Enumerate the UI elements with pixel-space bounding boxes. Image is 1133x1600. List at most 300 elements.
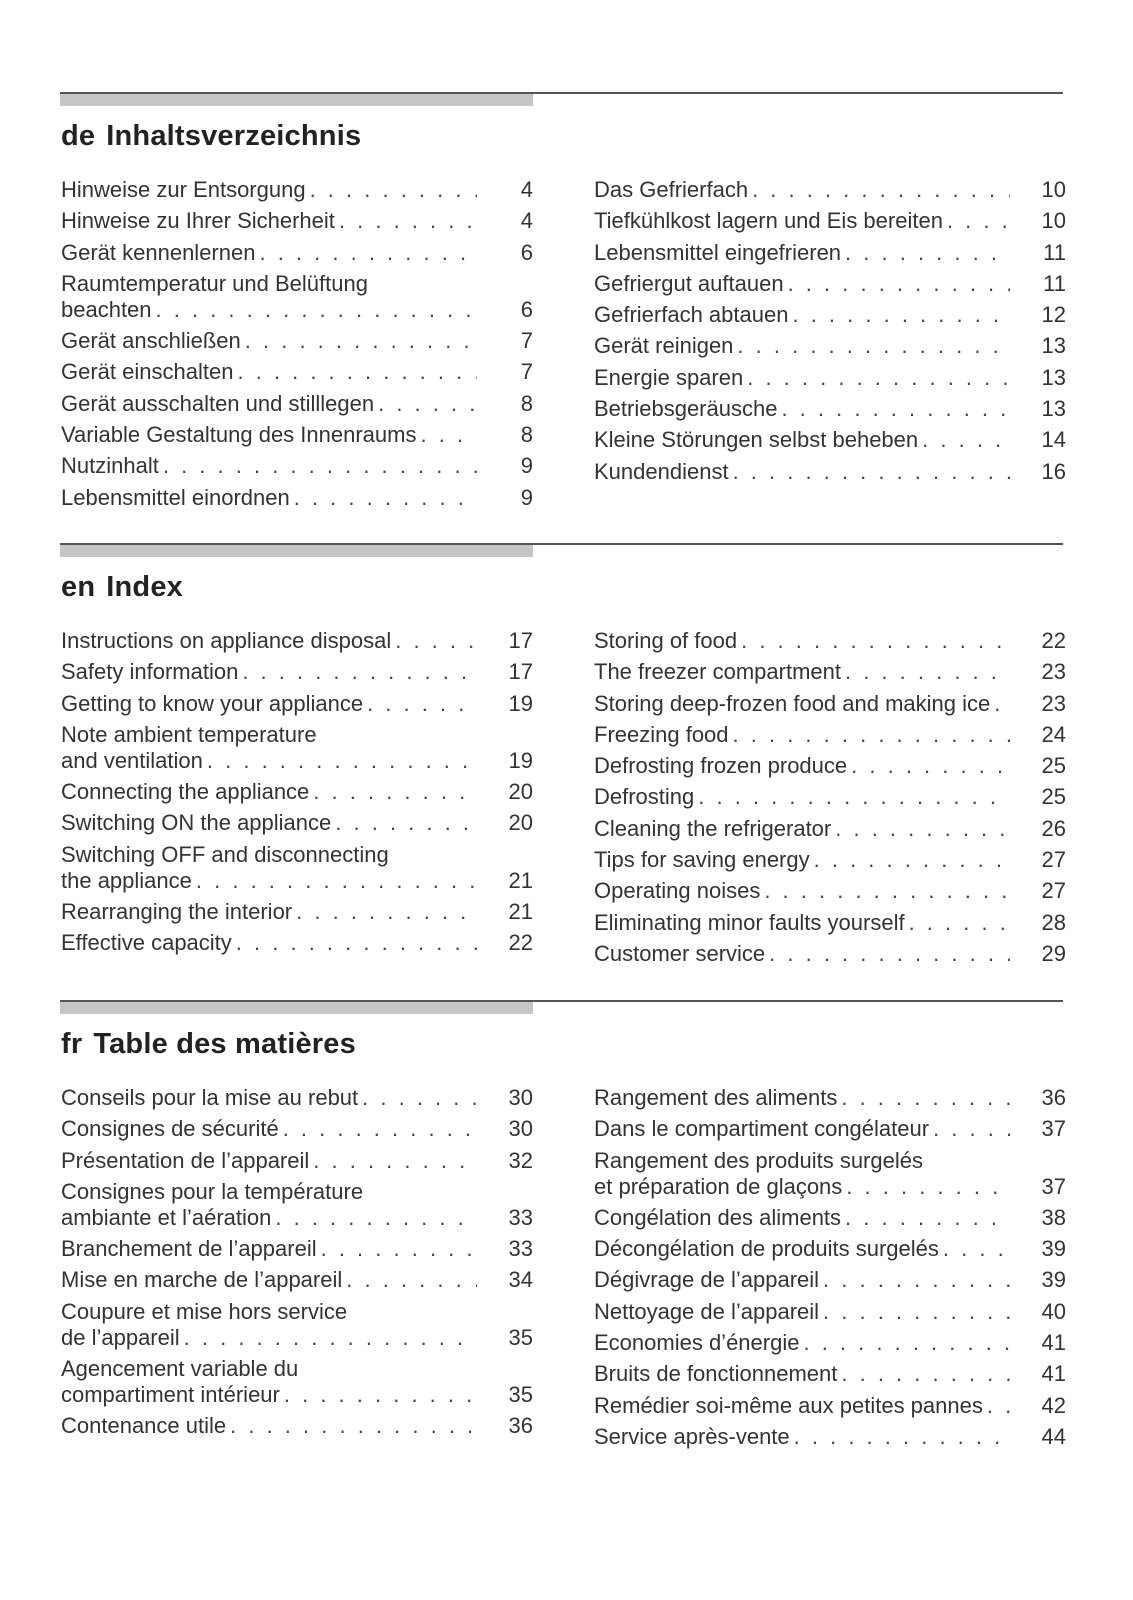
toc-entry[interactable] [61,841,533,894]
toc-entry-row [61,358,533,385]
toc-column-left [61,176,533,515]
toc-entry-title: Consignes de sécurité [61,1116,279,1142]
toc-column-right [594,176,1066,489]
toc-page-number: 6 [520,239,533,265]
dot-leader [803,1329,1010,1356]
toc-entry[interactable] [594,1392,1066,1419]
dot-leader [943,1235,1010,1262]
dot-leader [196,867,477,894]
toc-entry-row [594,1329,1066,1356]
toc-entry-title: Switching ON the appliance [61,810,332,836]
toc-entry[interactable] [61,1084,533,1111]
toc-entry[interactable] [594,301,1066,328]
section-title: Index [106,571,183,603]
toc-page-number: 24 [1041,721,1066,747]
toc-entry-title: Gerät einschalten [61,359,234,385]
toc-entry-title: Gefriergut auftauen [594,270,784,296]
toc-page-number: 10 [1041,208,1066,234]
toc-entry-row [594,1392,1066,1419]
toc-entry-title-line1: Raumtemperatur und Belüftung [61,270,368,296]
toc-entry-row [61,690,533,717]
toc-column-right [594,1084,1066,1454]
toc-page-number: 13 [1041,396,1066,422]
toc-entry[interactable] [61,1298,533,1351]
toc-page-number: 17 [508,628,533,653]
section-rule-thick [60,543,533,557]
toc-entry-title: Operating noises [594,878,761,904]
toc-entry-row [61,452,533,479]
section-rule-thick [60,92,533,106]
toc-entry-title: Connecting the appliance [61,779,310,805]
dot-leader [814,846,1010,873]
toc-entry-title: Conseils pour la mise au rebut [61,1085,359,1110]
toc-page-number: 16 [1041,458,1066,484]
toc-entry[interactable] [61,658,533,685]
section-rule-thick [60,1000,533,1014]
toc-entry-row [61,484,533,511]
dot-leader [747,364,1010,391]
toc-entry-title: Instructions on appliance disposal [61,628,392,653]
toc-entry[interactable] [594,207,1066,234]
toc-page-number: 44 [1041,1423,1066,1449]
dot-leader [156,296,477,323]
dot-leader [788,270,1010,297]
toc-entry[interactable] [61,1412,533,1439]
toc-entry-title-line1: Consignes pour la température [61,1178,364,1204]
toc-entry-row [594,1266,1066,1293]
toc-entry-row [594,332,1066,359]
dot-leader [851,752,1010,779]
toc-entry-row [61,929,533,956]
toc-entry-title: Bruits de fonctionnement [594,1361,838,1387]
toc-page-number: 40 [1041,1298,1066,1324]
dot-leader [237,358,477,385]
toc-entry-title: Lebensmittel eingefrieren [594,239,842,265]
dot-leader [245,327,477,354]
toc-entry[interactable] [594,877,1066,904]
toc-entry-title: Getting to know your appliance [61,690,364,716]
toc-entry-row [61,239,533,266]
toc-entry-row [61,867,533,894]
toc-entry[interactable] [61,627,533,654]
toc-page-number: 11 [1043,270,1066,296]
toc-entry-title: The freezer compartment [594,659,841,685]
toc-entry-title: Defrosting frozen produce [594,753,848,779]
toc-entry-title-line1: Coupure et mise hors service [61,1298,348,1324]
dot-leader [313,1147,477,1174]
toc-page-number: 39 [1041,1236,1066,1262]
toc-entry-title: Tiefkühlkost lagern und Eis bereiten [594,208,943,234]
toc-entry[interactable] [594,658,1066,685]
toc-entry[interactable] [61,1115,533,1142]
toc-entry-title: compartiment intérieur [61,1382,280,1408]
toc-entry[interactable] [61,207,533,234]
toc-page-number: 14 [1041,427,1066,453]
toc-page-number: 39 [1041,1267,1066,1293]
toc-entry-title: Mise en marche de l’appareil [61,1267,343,1293]
toc-entry[interactable] [594,1115,1066,1142]
toc-entry-row [61,390,533,417]
toc-page-number: 37 [1041,1116,1066,1142]
toc-entry-row [594,270,1066,297]
toc-page-number: 10 [1041,177,1066,202]
toc-entry-title: Tips for saving energy [594,847,810,873]
dot-leader [823,1298,1010,1325]
toc-entry-row [61,1412,533,1439]
toc-entry-title: Gerät anschließen [61,328,241,354]
dot-leader [284,1381,477,1408]
toc-entry-title: Energie sparen [594,364,744,390]
dot-leader [845,658,1010,685]
toc-page-number: 32 [508,1147,533,1173]
toc-entry[interactable] [61,270,533,323]
dot-leader [741,627,1010,654]
toc-entry-row [594,721,1066,748]
toc-entry-title: Economies d’énergie [594,1330,800,1356]
toc-entry-title: Hinweise zu Ihrer Sicherheit [61,208,335,234]
dot-leader [823,1266,1010,1293]
toc-entry-row [594,1084,1066,1111]
section-title: Table des matières [93,1028,356,1060]
toc-entry-title: Rearranging the interior [61,899,293,925]
toc-entry-title: de l’appareil [61,1324,180,1350]
toc-page-number: 33 [508,1204,533,1230]
toc-entry[interactable] [594,752,1066,779]
toc-entry[interactable] [61,358,533,385]
toc-page-number: 30 [508,1085,533,1110]
dot-leader [987,1392,1010,1419]
section-rule-thin [533,92,1063,94]
dot-leader [296,898,477,925]
dot-leader [769,940,1010,967]
toc-column-left [61,627,533,961]
toc-entry-title: Hinweise zur Entsorgung [61,177,306,202]
section-heading [61,571,183,604]
toc-entry[interactable] [61,239,533,266]
section-heading [61,120,361,153]
toc-entry-row [594,1235,1066,1262]
toc-entry-title: Gerät ausschalten und stilllegen [61,390,375,416]
toc-page-number: 27 [1041,847,1066,873]
toc-page-number: 9 [520,484,533,510]
toc-entry-title: Kundendienst [594,458,729,484]
dot-leader [163,452,477,479]
dot-leader [733,721,1010,748]
toc-entry-row [594,752,1066,779]
dot-leader [275,1204,477,1231]
toc-entry[interactable] [61,690,533,717]
dot-leader [378,390,477,417]
dot-leader [207,747,477,774]
toc-entry-title: Congélation des aliments [594,1204,842,1230]
toc-entry-row [594,458,1066,485]
toc-page-number: 19 [508,690,533,716]
toc-entry[interactable] [61,778,533,805]
toc-entry[interactable] [594,395,1066,422]
toc-entry-row [61,327,533,354]
toc-entry[interactable] [594,458,1066,485]
dot-leader [909,909,1010,936]
toc-entry-row [594,426,1066,453]
toc-page-number: 28 [1041,909,1066,935]
toc-entry[interactable] [594,270,1066,297]
toc-entry-title: Gerät kennenlernen [61,239,256,265]
dot-leader [698,783,1010,810]
dot-leader [335,809,477,836]
toc-entry-row [61,421,533,448]
toc-entry[interactable] [61,390,533,417]
toc-entry-row [61,809,533,836]
toc-entry-row [61,296,533,323]
dot-leader [310,176,477,203]
toc-entry-title: beachten [61,296,152,322]
toc-entry-row [594,395,1066,422]
toc-entry[interactable] [61,1355,533,1408]
toc-entry[interactable] [594,940,1066,967]
toc-page-number: 26 [1041,815,1066,841]
toc-page-number: 36 [508,1413,533,1439]
toc-entry[interactable] [61,1266,533,1293]
toc-entry-row [594,1173,1066,1200]
dot-leader [994,690,1010,717]
dot-leader [835,815,1010,842]
toc-entry-title: Présentation de l’appareil [61,1147,310,1173]
toc-entry[interactable] [594,846,1066,873]
toc-entry[interactable] [594,1360,1066,1387]
toc-page-number: 34 [508,1267,533,1293]
toc-entry-row [61,658,533,685]
toc-entry-row [594,909,1066,936]
toc-entry-title: Freezing food [594,721,729,747]
toc-page-number: 21 [508,867,533,893]
toc-entry[interactable] [594,1298,1066,1325]
toc-entry-title: Nutzinhalt [61,453,159,479]
toc-page-number: 22 [1041,628,1066,653]
toc-page-number: 12 [1041,302,1066,328]
dot-leader [841,1084,1010,1111]
toc-entry-row [61,747,533,774]
section-title: Inhaltsverzeichnis [106,120,362,152]
toc-entry-row [594,1298,1066,1325]
toc-entry-row [61,1147,533,1174]
toc-entry-title: Rangement des aliments [594,1085,838,1110]
toc-entry-title: Lebensmittel einordnen [61,484,290,510]
toc-entry-row [61,1115,533,1142]
toc-entry-row [61,1266,533,1293]
toc-entry-title: Customer service [594,940,766,966]
dot-leader [230,1412,477,1439]
dot-leader [236,929,477,956]
dot-leader [242,658,477,685]
toc-entry[interactable] [594,721,1066,748]
toc-page-number: 7 [520,359,533,385]
toc-page-number: 23 [1041,659,1066,685]
toc-page-number: 33 [508,1236,533,1262]
toc-entry[interactable] [61,176,533,203]
toc-page-number: 29 [1041,940,1066,966]
toc-entry[interactable] [594,426,1066,453]
toc-entry-row [61,1084,533,1111]
toc-entry[interactable] [594,1084,1066,1111]
toc-page-number: 22 [508,930,533,956]
toc-entry-title: Storing deep-frozen food and making ice [594,690,991,716]
language-code: en [61,571,96,603]
toc-entry-row [594,783,1066,810]
toc-entry-row [594,1115,1066,1142]
toc-entry-title: Décongélation de produits surgelés [594,1236,939,1262]
toc-entry-row [594,940,1066,967]
toc-entry[interactable] [61,484,533,511]
toc-entry-row [594,815,1066,842]
dot-leader [321,1235,477,1262]
dot-leader [933,1115,1010,1142]
toc-entry-title: Eliminating minor faults yourself [594,909,905,935]
section-rule-thin [533,543,1063,545]
toc-entry[interactable] [61,1178,533,1231]
toc-page-number: 8 [520,422,533,448]
toc-entry-title: Contenance utile [61,1413,227,1439]
toc-page-number: 6 [520,296,533,322]
toc-entry-row [594,627,1066,654]
toc-entry-row [594,176,1066,203]
toc-page-number: 21 [508,899,533,925]
toc-page-number: 37 [1041,1173,1066,1199]
toc-entry[interactable] [61,898,533,925]
toc-page-number: 19 [508,747,533,773]
toc-entry[interactable] [594,1235,1066,1262]
toc-page-number: 35 [508,1324,533,1350]
toc-entry[interactable] [61,929,533,956]
dot-leader [922,426,1010,453]
dot-leader [733,458,1010,485]
toc-entry[interactable] [594,815,1066,842]
toc-entry-row [61,778,533,805]
toc-entry-title: Kleine Störungen selbst beheben [594,427,919,453]
toc-entry-title: Cleaning the refrigerator [594,815,832,841]
toc-page-number: 35 [508,1382,533,1408]
dot-leader [792,301,1010,328]
dot-leader [313,778,477,805]
toc-entry-row [61,898,533,925]
dot-leader [794,1423,1010,1450]
toc-entry[interactable] [594,176,1066,203]
toc-entry[interactable] [61,1235,533,1262]
toc-entry-title: the appliance [61,867,192,893]
language-code: de [61,120,96,152]
dot-leader [947,207,1010,234]
toc-page-number: 25 [1041,784,1066,810]
toc-page-number: 25 [1041,753,1066,779]
toc-entry-title: Dégivrage de l’appareil [594,1267,820,1293]
dot-leader [283,1115,477,1142]
toc-page-number: 4 [520,208,533,234]
toc-page-number: 9 [520,453,533,479]
dot-leader [367,690,477,717]
toc-entry-row [61,627,533,654]
toc-entry-title-line1: Switching OFF and disconnecting [61,841,389,867]
toc-entry[interactable] [594,332,1066,359]
toc-entry-title: Dans le compartiment congélateur [594,1116,930,1142]
toc-page-number: 36 [1041,1085,1066,1110]
toc-entry-title-line1: Agencement variable du [61,1356,299,1382]
toc-entry-row [594,1423,1066,1450]
toc-column-right [594,627,1066,971]
toc-entry-row [61,1381,533,1408]
toc-entry[interactable] [61,327,533,354]
toc-entry-title: Nettoyage de l’appareil [594,1298,820,1324]
toc-entry[interactable] [61,1147,533,1174]
toc-entry-title: Service après-vente [594,1423,790,1449]
dot-leader [362,1084,477,1111]
toc-entry[interactable] [594,364,1066,391]
toc-entry[interactable] [61,809,533,836]
toc-entry[interactable] [61,421,533,448]
toc-page-number: 8 [520,390,533,416]
dot-leader [259,239,477,266]
dot-leader [737,332,1010,359]
toc-entry[interactable] [594,1147,1066,1200]
toc-entry-row [61,1204,533,1231]
toc-entry[interactable] [594,1423,1066,1450]
toc-entry-title: Variable Gestaltung des Innenraums [61,422,417,448]
toc-entry[interactable] [594,783,1066,810]
toc-entry-row [594,846,1066,873]
toc-entry[interactable] [594,1266,1066,1293]
toc-entry[interactable] [594,1204,1066,1231]
toc-entry-row [594,239,1066,266]
toc-entry-title: et préparation de glaçons [594,1173,843,1199]
toc-page-number: 11 [1043,239,1066,265]
toc-entry-title: Storing of food [594,628,738,653]
dot-leader [420,421,477,448]
toc-entry-row [61,1235,533,1262]
toc-column-left [61,1084,533,1444]
dot-leader [841,1360,1010,1387]
toc-page-number: 4 [520,177,533,202]
dot-leader [294,484,477,511]
toc-page-number: 23 [1041,690,1066,716]
toc-entry-row [594,1360,1066,1387]
toc-page-number: 20 [508,779,533,805]
toc-entry[interactable] [61,452,533,479]
toc-page-number: 41 [1041,1330,1066,1356]
toc-entry-row [594,1204,1066,1231]
dot-leader [339,207,477,234]
toc-entry[interactable] [594,239,1066,266]
toc-entry-title: Safety information [61,659,239,685]
toc-entry-title-line1: Rangement des produits surgelés [594,1147,923,1173]
section-rule-thin [533,1000,1063,1002]
toc-entry[interactable] [594,627,1066,654]
toc-entry[interactable] [594,909,1066,936]
toc-page-number: 13 [1041,364,1066,390]
toc-entry-row [61,1324,533,1351]
dot-leader [846,1173,1010,1200]
toc-entry[interactable] [594,1329,1066,1356]
toc-entry-title: Das Gefrierfach [594,177,749,202]
toc-entry[interactable] [61,721,533,774]
toc-page-number: 41 [1041,1361,1066,1387]
toc-page-number: 17 [508,659,533,685]
toc-entry-title: Effective capacity [61,930,232,956]
toc-entry-row [594,364,1066,391]
toc-page-number: 27 [1041,878,1066,904]
toc-page-number: 7 [520,328,533,354]
section-heading [61,1028,356,1061]
dot-leader [184,1324,477,1351]
toc-entry[interactable] [594,690,1066,717]
toc-entry-title: Defrosting [594,784,695,810]
